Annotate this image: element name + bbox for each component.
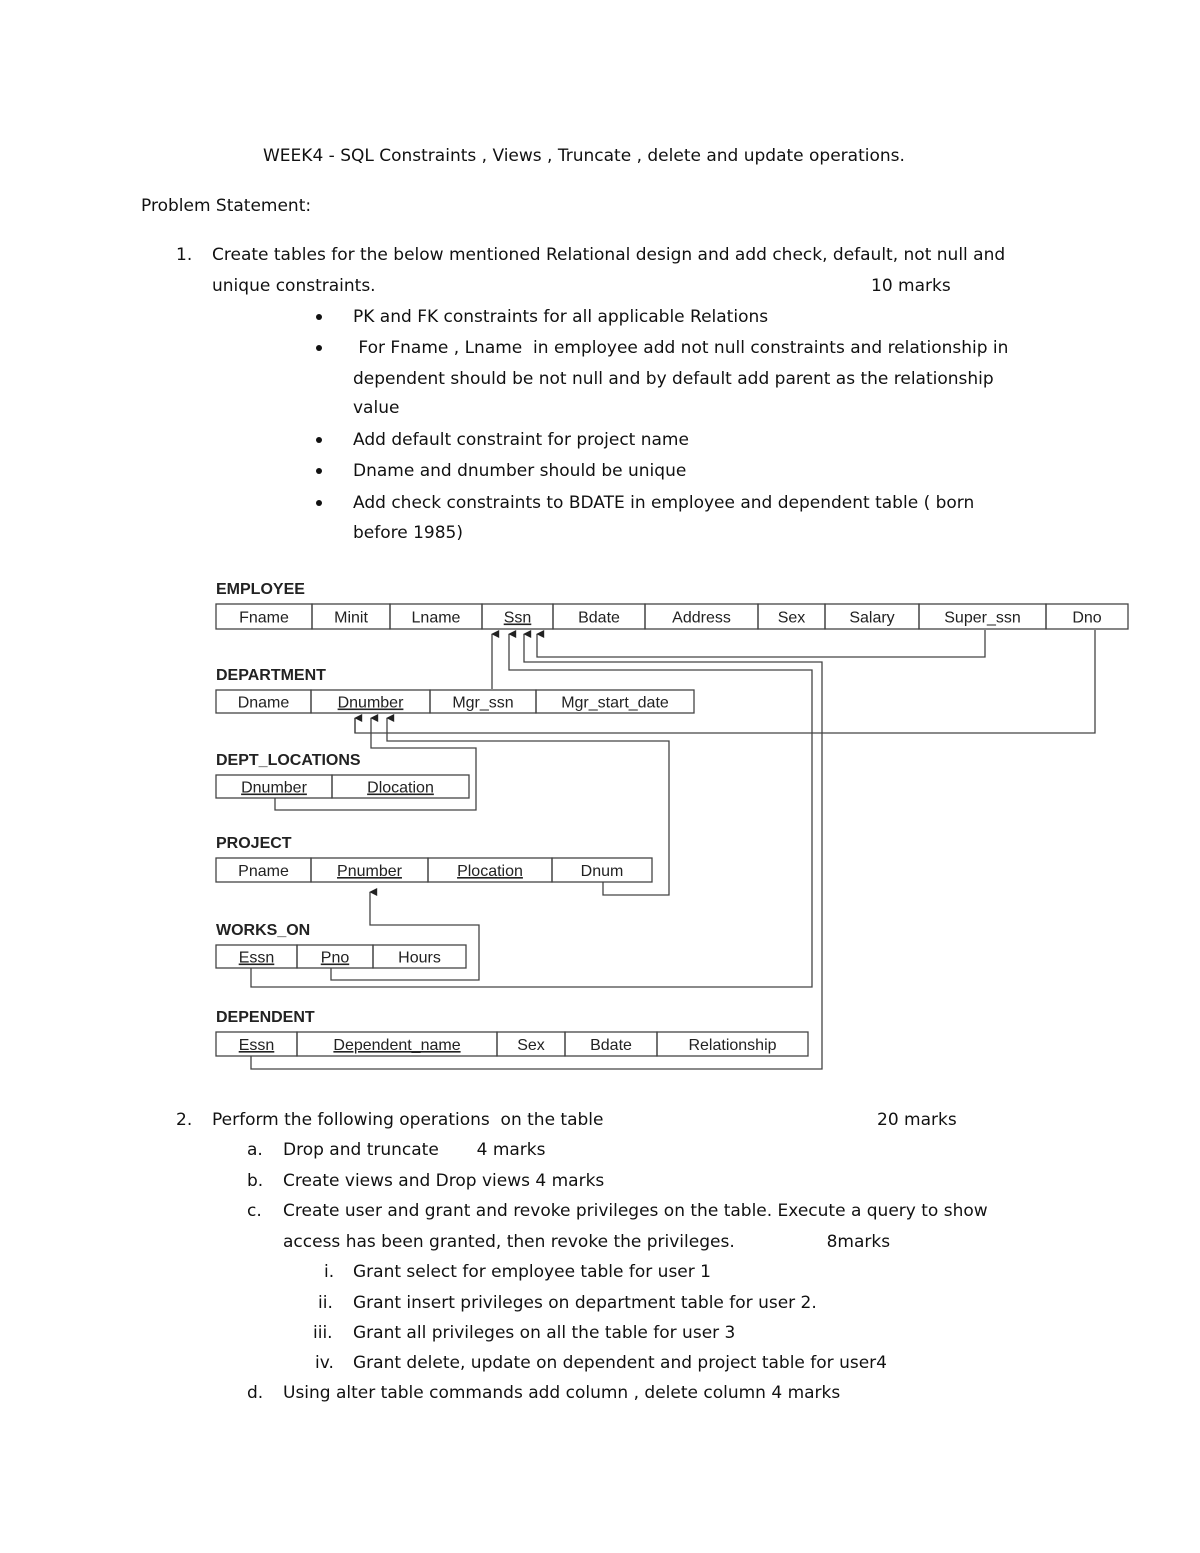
q1-bullet-2-line2: dependent should be not null and by default add parent as the relationship	[353, 369, 994, 389]
fk-line-super-ssn	[537, 630, 985, 657]
fk-line-dno	[355, 630, 1095, 733]
q1-bullet-3: Add default constraint for project name	[353, 430, 689, 450]
q2-item-c-line1: Create user and grant and revoke privileges on the table. Execute a query to show	[283, 1201, 988, 1221]
q2-subitem-iv-label: iv.	[315, 1353, 334, 1373]
q2-marks: 20 marks	[877, 1110, 957, 1130]
q2-subitem-iii-text: Grant all privileges on all the table for user 3	[353, 1323, 736, 1343]
q2-subitem-iii-label: iii.	[313, 1323, 333, 1343]
attribute-pnumber: Pnumber	[337, 863, 402, 880]
attribute-fname: Fname	[239, 609, 289, 627]
q2-item-b-text: Create views and Drop views 4 marks	[283, 1171, 605, 1191]
attribute-salary: Salary	[849, 609, 895, 627]
attribute-dnum: Dnum	[580, 863, 624, 880]
relation-name-project: PROJECT	[216, 835, 292, 852]
attribute-essn: Essn	[238, 949, 275, 967]
attribute-dname: Dname	[237, 694, 290, 712]
relation-name-dependent: DEPENDENT	[216, 1009, 315, 1026]
q1-bullet-5-line1: Add check constraints to BDATE in employee and dependent table ( born	[353, 493, 975, 513]
q1-bullet-5-line2: before 1985)	[353, 523, 464, 543]
q1-bullet-2-line3: value	[353, 398, 400, 418]
attribute-hours: Hours	[398, 949, 441, 967]
page-title: WEEK4 - SQL Constraints , Views , Truncate , delete and update operations.	[263, 146, 905, 166]
attribute-mgr-ssn: Mgr_ssn	[452, 694, 514, 712]
attribute-lname: Lname	[411, 609, 461, 627]
attribute-pname: Pname	[238, 863, 289, 880]
q2-item-a-text: Drop and truncate 4 marks	[283, 1140, 546, 1160]
q2-text: Perform the following operations on the table	[212, 1110, 604, 1130]
attribute-essn: Essn	[238, 1037, 275, 1054]
attribute-dnumber: Dnumber	[241, 779, 307, 797]
q2-item-d-text: Using alter table commands add column , delete column 4 marks	[283, 1383, 841, 1403]
q1-bullet-4: Dname and dnumber should be unique	[353, 461, 687, 481]
attribute-bdate: Bdate	[590, 1037, 632, 1054]
q1-text-line1: Create tables for the below mentioned Relational design and add check, default, not null and	[212, 245, 1006, 265]
q2-item-b-label: b.	[247, 1171, 264, 1191]
attribute-sex: Sex	[517, 1037, 545, 1054]
q2-subitem-ii-label: ii.	[318, 1293, 333, 1313]
q2-subitem-i-text: Grant select for employee table for user 1	[353, 1262, 711, 1282]
q2-number: 2.	[176, 1110, 193, 1130]
relation-name-department: DEPARTMENT	[216, 667, 326, 684]
q1-text-line2: unique constraints.	[212, 276, 376, 296]
relation-name-works-on: WORKS_ON	[216, 922, 311, 939]
attribute-dno: Dno	[1072, 609, 1102, 627]
attribute-sex: Sex	[777, 609, 806, 627]
q1-number: 1.	[176, 245, 193, 265]
q2-item-a-label: a.	[247, 1140, 263, 1160]
attribute-relationship: Relationship	[688, 1037, 777, 1054]
q2-item-c-line2: access has been granted, then revoke the privileges. 8marks	[283, 1232, 891, 1252]
q2-subitem-iv-text: Grant delete, update on dependent and project table for user4	[353, 1353, 887, 1373]
attribute-ssn: Ssn	[503, 609, 532, 627]
attribute-dependent-name: Dependent_name	[333, 1037, 461, 1054]
q2-subitem-ii-text: Grant insert privileges on department table for user 2.	[353, 1293, 817, 1313]
attribute-plocation: Plocation	[457, 863, 523, 880]
relation-name-employee: EMPLOYEE	[216, 581, 305, 598]
fk-line-dnum	[387, 718, 669, 895]
attribute-super-ssn: Super_ssn	[944, 609, 1021, 627]
attribute-address: Address	[672, 609, 731, 627]
attribute-mgr-start-date: Mgr_start_date	[561, 694, 669, 712]
relation-name-dept-locations: DEPT_LOCATIONS	[216, 752, 361, 769]
attribute-dnumber: Dnumber	[337, 694, 404, 712]
attribute-pno: Pno	[320, 949, 350, 967]
q1-marks: 10 marks	[871, 276, 951, 296]
problem-heading: Problem Statement:	[141, 196, 312, 216]
fk-line-pno	[331, 892, 479, 980]
q1-bullet-2-line1: For Fname , Lname in employee add not null constraints and relationship in	[353, 338, 1009, 358]
q2-subitem-i-label: i.	[324, 1262, 335, 1282]
q1-bullet-1: PK and FK constraints for all applicable Relations	[353, 307, 769, 327]
attribute-dlocation: Dlocation	[367, 779, 434, 797]
q2-item-c-label: c.	[247, 1201, 262, 1221]
attribute-minit: Minit	[334, 609, 368, 627]
attribute-bdate: Bdate	[578, 609, 620, 627]
q2-item-d-label: d.	[247, 1383, 264, 1403]
